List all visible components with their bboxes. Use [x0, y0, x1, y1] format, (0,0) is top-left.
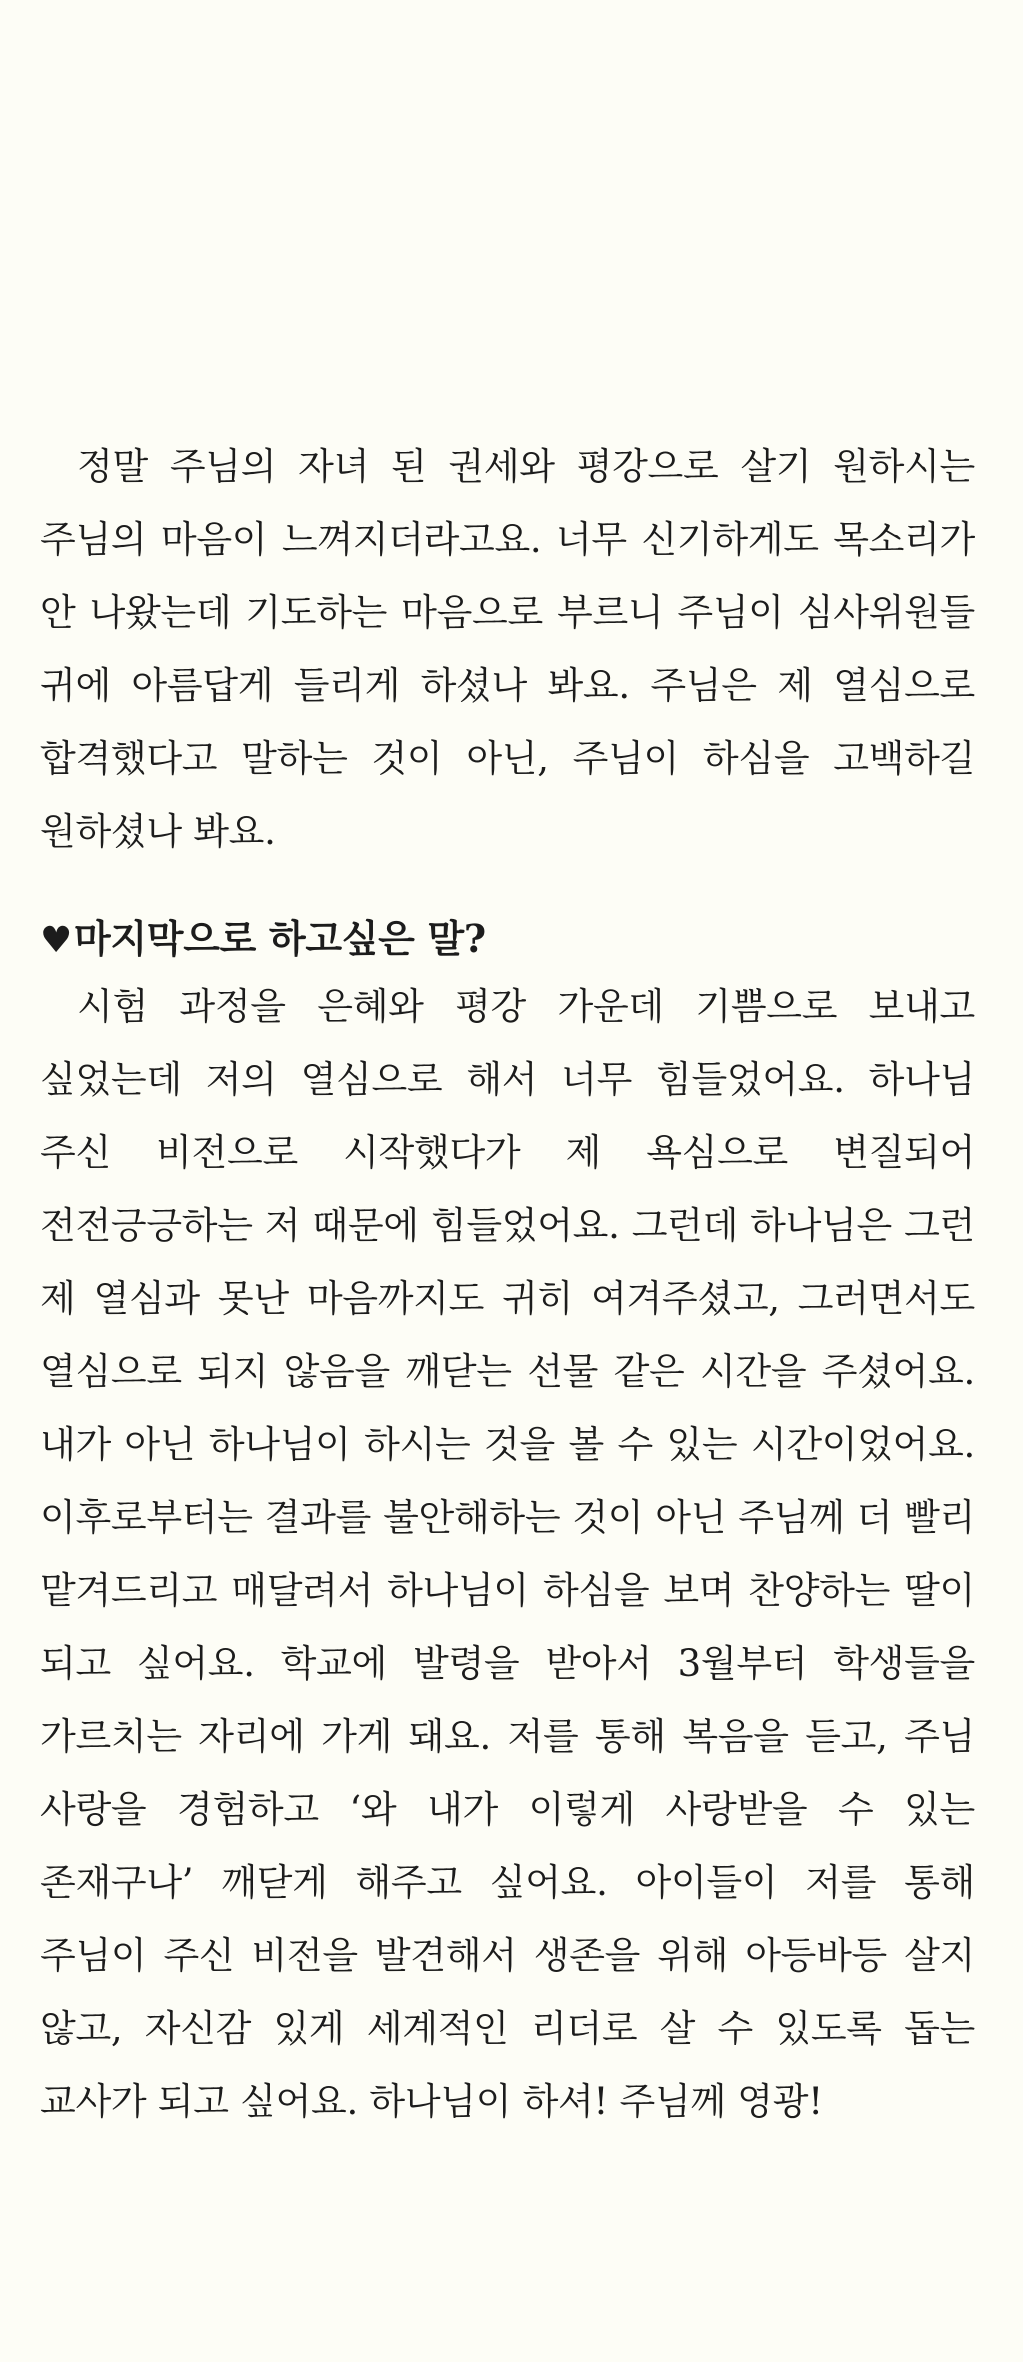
section-heading [40, 910, 975, 970]
section-heading-text: 마지막으로 하고싶은 말? [73, 916, 486, 961]
article-body [40, 430, 975, 2138]
testimony-paragraph: 정말 주님의 자녀 된 권세와 평강으로 살기 원하시는 주님의 마음이 느껴지더라고요. 너무 신기하게도 목소리가 안 나왔는데 기도하는 마음으로 부르니 주님이 심사위원들 귀에 아름답게 들리게 하셨나 봐요. 주님은 제 열심으로 합격했다고 말하는 것이 아닌, 주님이 하심을 고백하길 원하셨나 봐요. [40, 445, 975, 853]
heart-icon: ♥ [40, 920, 72, 961]
closing-paragraph: 시험 과정을 은혜와 평강 가운데 기쁨으로 보내고 싶었는데 저의 열심으로 해서 너무 힘들었어요. 하나님 주신 비전으로 시작했다가 제 욕심으로 변질되어 전전긍긍하는 저 때문에 힘들었어요. 그런데 하나님은 그런 제 열심과 못난 마음까지도 귀히 여겨주셨고, 그러면서도 열심으로 되지 않음을 깨닫는 선물 같은 시간을 주셨어요. 내가 아닌 하나님이 하시는 것을 볼 수 있는 시간이었어요. 이후로부터는 결과를 불안해하는 것이 아닌 주님께 더 빨리 맡겨드리고 매달려서 하나님이 하심을 보며 찬양하는 딸이 되고 싶어요. 학교에 발령을 받아서 3월부터 학생들을 가르치는 자리에 가게 돼요. 저를 통해 복음을 듣고, 주님 사랑을 경험하고 ‘와 내가 이렇게 사랑받을 수 있는 존재구나’ 깨닫게 해주고 싶어요. 아이들이 저를 통해 주님이 주신 비전을 발견해서 생존을 위해 아등바등 살지 않고, 자신감 있게 세계적인 리더로 살 수 있도록 돕는 교사가 되고 싶어요. 하나님이 하셔! 주님께 영광! [40, 985, 975, 2123]
